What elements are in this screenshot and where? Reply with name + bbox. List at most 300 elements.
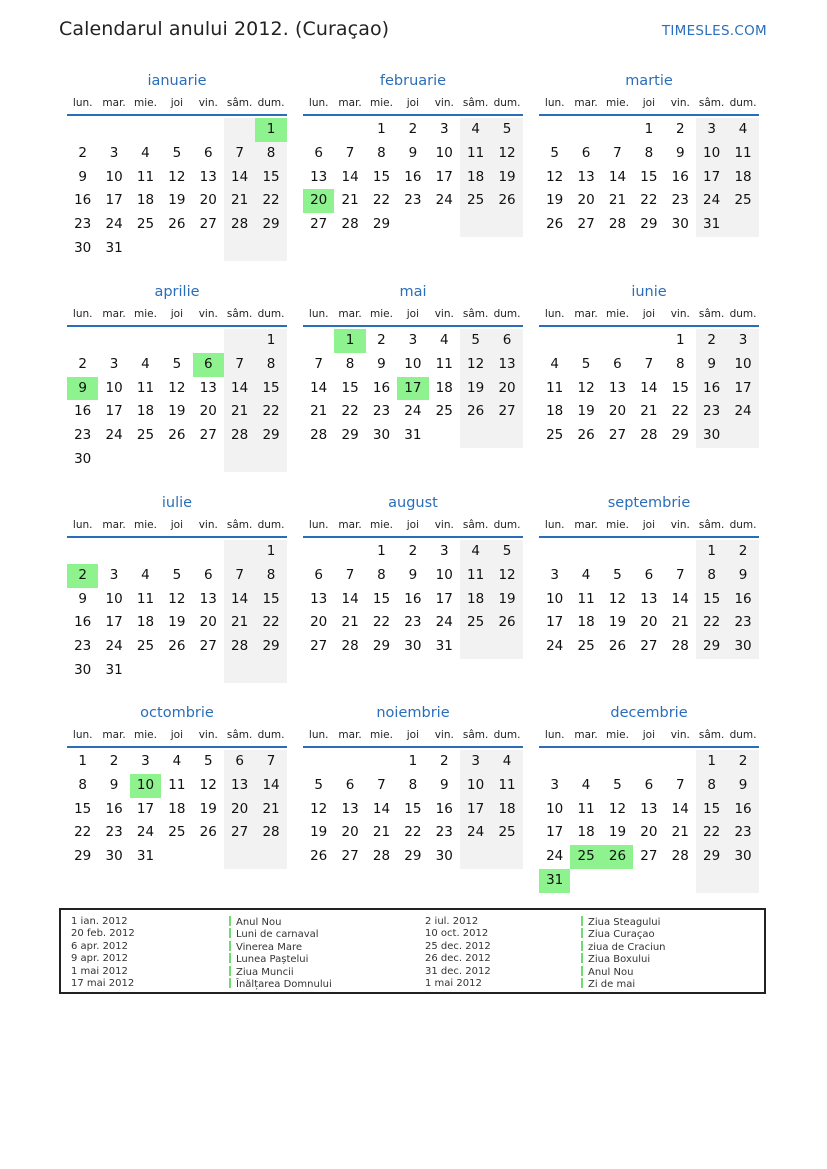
month-name: septembrie: [607, 495, 691, 511]
day-cell: 2: [408, 543, 418, 559]
holiday-day: 1: [255, 118, 286, 142]
day-grid: [303, 540, 523, 659]
empty-cell: [67, 540, 98, 564]
day-cell: 14: [372, 800, 391, 817]
day-cell: 18: [577, 824, 595, 841]
weekday-label: joi: [642, 308, 655, 320]
day-cell: 7: [345, 144, 355, 161]
legend-holiday-name: [229, 966, 332, 978]
day-cell: 15: [255, 166, 286, 190]
empty-cell: [570, 869, 601, 893]
weekday-label: sâm.: [698, 97, 725, 109]
day-cell: 14: [224, 588, 255, 612]
day-cell: 27: [640, 638, 658, 655]
weekday-label: mar.: [574, 308, 598, 320]
day-cell: 8: [78, 776, 87, 793]
legend-date: [71, 953, 135, 965]
day-grid: [67, 329, 287, 472]
day-cell: 12: [577, 379, 595, 396]
weekday-label: vin.: [670, 729, 690, 741]
day-cell: 16: [696, 377, 727, 401]
day-cell: 8: [377, 566, 386, 583]
legend-date-text: 17 mai 2012: [71, 977, 135, 989]
empty-cell: [193, 329, 224, 353]
day-cell: 2: [727, 540, 758, 564]
day-cell: 21: [255, 798, 286, 822]
weekday-header: [303, 514, 523, 538]
day-cell: 7: [644, 355, 654, 372]
weekday-label: dum.: [493, 97, 521, 109]
day-cell: 2: [696, 329, 727, 353]
holiday-marker: [229, 916, 231, 926]
weekday-label: mar.: [102, 308, 126, 320]
day-cell: 3: [696, 118, 727, 142]
month-aprilie: [67, 281, 287, 472]
weekday-label: mie.: [134, 97, 157, 109]
holiday-marker: [581, 953, 583, 963]
month-name: mai: [399, 284, 427, 300]
day-grid: [539, 750, 759, 893]
day-cell: 11: [136, 379, 155, 396]
day-cell: 23: [74, 638, 92, 655]
day-cell: 9: [439, 776, 449, 793]
legend-name-text: ziua de Craciun: [588, 941, 666, 953]
weekday-label: vin.: [198, 308, 218, 320]
day-cell: 1: [78, 753, 87, 769]
month-name: noiembrie: [376, 705, 450, 721]
day-cell: 31: [404, 427, 422, 444]
day-cell: 2: [377, 332, 386, 348]
day-grid: [303, 750, 523, 869]
day-cell: 21: [224, 189, 255, 213]
holiday-day: 25: [570, 845, 601, 869]
day-cell: 1: [696, 540, 727, 564]
empty-cell: [303, 540, 334, 564]
day-cell: 8: [644, 144, 654, 161]
day-cell: 5: [172, 144, 182, 161]
day-cell: 3: [109, 144, 119, 161]
day-cell: 15: [696, 588, 727, 612]
day-cell: 24: [136, 824, 155, 841]
day-cell: 17: [105, 192, 123, 209]
empty-cell: [665, 869, 696, 893]
day-cell: 9: [109, 776, 119, 793]
day-cell: 23: [372, 403, 391, 420]
day-cell: 4: [439, 332, 449, 348]
legend-date: [425, 953, 491, 965]
legend-holiday-name: [229, 953, 332, 965]
day-cell: 26: [546, 216, 564, 233]
legend-name-text: Anul Nou: [588, 966, 634, 978]
day-cell: 22: [255, 611, 286, 635]
day-cell: 14: [608, 168, 627, 185]
day-cell: 13: [199, 379, 217, 396]
weekday-label: mar.: [338, 519, 362, 531]
day-cell: 10: [460, 774, 491, 798]
day-cell: 8: [696, 774, 727, 798]
weekday-label: dum.: [493, 729, 521, 741]
legend-date-text: 1 mai 2012: [71, 965, 128, 977]
day-cell: 20: [199, 614, 217, 631]
legend-date: [425, 978, 491, 990]
day-cell: 28: [224, 213, 255, 237]
day-cell: 4: [141, 355, 150, 372]
day-cell: 9: [727, 564, 758, 588]
weekday-header: [303, 724, 523, 748]
day-cell: 20: [199, 403, 217, 420]
holiday-marker: [581, 916, 583, 926]
day-grid: [67, 540, 287, 683]
day-cell: 27: [577, 216, 595, 233]
day-cell: 26: [168, 638, 186, 655]
day-cell: 21: [224, 400, 255, 424]
holiday-day: 10: [130, 774, 161, 798]
month-noiembrie: [303, 702, 523, 869]
day-cell: 31: [105, 239, 123, 256]
day-cell: 6: [581, 144, 591, 161]
day-cell: 24: [105, 216, 123, 233]
day-cell: 6: [491, 329, 522, 353]
day-cell: 21: [671, 824, 689, 841]
day-cell: 29: [696, 845, 727, 869]
day-cell: 18: [546, 403, 564, 420]
day-cell: 30: [74, 239, 92, 256]
legend-date: [425, 916, 491, 928]
legend-holiday-name: [581, 953, 666, 965]
day-cell: 22: [640, 192, 658, 209]
day-cell: 14: [224, 166, 255, 190]
day-cell: 2: [727, 750, 758, 774]
day-cell: 24: [105, 638, 123, 655]
legend-name-text: Anul Nou: [236, 917, 282, 928]
month-iulie: [67, 492, 287, 683]
day-cell: 8: [255, 142, 286, 166]
day-cell: 10: [404, 355, 422, 372]
day-cell: 18: [460, 166, 491, 190]
day-grid: [539, 118, 759, 237]
empty-cell: [303, 750, 334, 774]
month-septembrie: [539, 492, 759, 659]
day-cell: 8: [377, 144, 386, 161]
empty-cell: [224, 329, 255, 353]
weekday-label: mie.: [606, 308, 629, 320]
empty-cell: [193, 659, 224, 683]
day-cell: 15: [671, 379, 689, 396]
weekday-label: vin.: [434, 519, 454, 531]
holiday-marker: [229, 928, 231, 938]
day-cell: 13: [577, 168, 595, 185]
day-cell: 6: [613, 355, 622, 372]
empty-cell: [460, 845, 491, 869]
weekday-label: sâm.: [226, 519, 253, 531]
day-cell: 22: [372, 192, 391, 209]
weekday-label: joi: [406, 519, 419, 531]
day-cell: 29: [372, 638, 391, 655]
day-cell: 4: [727, 118, 758, 142]
day-cell: 27: [608, 427, 627, 444]
weekday-label: sâm.: [226, 729, 253, 741]
page-title: Calendarul anului 2012. (Curaçao): [59, 18, 390, 40]
weekday-label: lun.: [544, 308, 565, 320]
day-cell: 10: [435, 566, 453, 583]
day-cell: 26: [199, 824, 217, 841]
day-cell: 21: [640, 403, 658, 420]
day-cell: 11: [136, 168, 155, 185]
day-cell: 15: [341, 379, 359, 396]
empty-cell: [602, 750, 633, 774]
weekday-label: joi: [406, 308, 419, 320]
day-cell: 11: [460, 142, 491, 166]
day-cell: 28: [310, 427, 328, 444]
day-cell: 13: [310, 168, 328, 185]
day-cell: 30: [727, 635, 758, 659]
day-cell: 4: [172, 753, 182, 769]
weekday-label: lun.: [308, 308, 329, 320]
day-cell: 8: [675, 355, 685, 372]
day-cell: 6: [314, 144, 323, 161]
holiday-marker: [581, 966, 583, 976]
empty-cell: [161, 237, 192, 261]
empty-cell: [539, 750, 570, 774]
empty-cell: [429, 213, 460, 237]
holiday-day: 20: [303, 189, 334, 213]
day-cell: 23: [435, 824, 453, 841]
day-cell: 24: [105, 427, 123, 444]
day-cell: 17: [435, 590, 453, 607]
weekday-header: [539, 303, 759, 327]
empty-cell: [303, 329, 334, 353]
weekday-label: dum.: [257, 519, 285, 531]
empty-cell: [602, 869, 633, 893]
weekday-label: vin.: [198, 97, 218, 109]
empty-cell: [633, 329, 664, 353]
day-cell: 12: [199, 776, 217, 793]
day-cell: 30: [105, 848, 123, 865]
day-cell: 7: [675, 776, 685, 793]
day-cell: 19: [608, 824, 627, 841]
day-cell: 20: [341, 824, 359, 841]
day-cell: 4: [581, 776, 591, 793]
month-octombrie: [67, 702, 287, 869]
empty-cell: [130, 118, 161, 142]
day-cell: 28: [671, 848, 689, 865]
day-cell: 17: [105, 403, 123, 420]
legend-date: [71, 928, 135, 940]
weekday-label: lun.: [308, 97, 329, 109]
weekday-header: [67, 303, 287, 327]
day-cell: 19: [608, 614, 627, 631]
day-cell: 20: [224, 798, 255, 822]
empty-cell: [602, 118, 633, 142]
weekday-label: vin.: [670, 97, 690, 109]
day-cell: 30: [671, 216, 689, 233]
day-cell: 31: [435, 638, 453, 655]
day-cell: 25: [491, 821, 522, 845]
brand-link[interactable]: TIMESLES.COM: [661, 23, 767, 39]
day-cell: 12: [608, 800, 627, 817]
day-cell: 14: [341, 168, 359, 185]
day-cell: 21: [341, 614, 359, 631]
weekday-label: dum.: [729, 519, 757, 531]
month-iunie: [539, 281, 759, 448]
holiday-marker: [581, 978, 583, 988]
day-cell: 30: [404, 638, 422, 655]
legend-holiday-name: [581, 966, 666, 978]
day-cell: 5: [314, 776, 323, 793]
day-cell: 7: [224, 353, 255, 377]
empty-cell: [491, 213, 522, 237]
weekday-label: mie.: [370, 97, 393, 109]
day-cell: 27: [310, 638, 328, 655]
day-cell: 17: [546, 614, 564, 631]
day-cell: 3: [408, 332, 418, 348]
holiday-day: 9: [67, 377, 98, 401]
weekday-label: lun.: [308, 519, 329, 531]
weekday-label: mar.: [102, 519, 126, 531]
day-cell: 1: [255, 540, 286, 564]
day-cell: 22: [255, 189, 286, 213]
empty-cell: [130, 659, 161, 683]
day-cell: 9: [408, 144, 418, 161]
day-cell: 14: [640, 379, 658, 396]
weekday-label: joi: [170, 729, 183, 741]
day-cell: 24: [435, 614, 453, 631]
empty-cell: [98, 329, 129, 353]
empty-cell: [193, 845, 224, 869]
weekday-header: [67, 92, 287, 116]
weekday-label: sâm.: [462, 97, 489, 109]
empty-cell: [460, 213, 491, 237]
day-cell: 9: [408, 566, 418, 583]
day-cell: 18: [491, 798, 522, 822]
day-cell: 15: [640, 168, 658, 185]
weekday-label: dum.: [493, 308, 521, 320]
empty-cell: [727, 424, 758, 448]
day-cell: 4: [491, 750, 522, 774]
empty-cell: [224, 659, 255, 683]
legend-date-text: 2 iul. 2012: [425, 916, 479, 927]
day-cell: 24: [696, 189, 727, 213]
day-cell: 19: [460, 377, 491, 401]
month-name: august: [388, 495, 438, 511]
day-cell: 21: [310, 403, 328, 420]
month-august: [303, 492, 523, 659]
day-cell: 19: [491, 588, 522, 612]
day-cell: 23: [727, 611, 758, 635]
weekday-header: [539, 514, 759, 538]
day-cell: 19: [577, 403, 595, 420]
day-cell: 26: [491, 611, 522, 635]
day-cell: 15: [372, 168, 391, 185]
day-cell: 28: [372, 848, 391, 865]
legend-name-text: Vinerea Mare: [236, 941, 303, 953]
day-cell: 19: [199, 800, 217, 817]
day-cell: 14: [224, 377, 255, 401]
day-cell: 12: [168, 379, 186, 396]
day-cell: 22: [404, 824, 422, 841]
day-cell: 17: [546, 824, 564, 841]
day-cell: 6: [644, 566, 654, 583]
legend-name-text: Luni de carnaval: [236, 929, 319, 941]
day-cell: 8: [408, 776, 418, 793]
day-cell: 18: [168, 800, 186, 817]
day-cell: 16: [105, 800, 123, 817]
month-martie: [539, 70, 759, 237]
legend-date-text: 6 apr. 2012: [71, 940, 129, 952]
day-cell: 31: [136, 848, 155, 865]
day-cell: 9: [78, 168, 87, 185]
legend-holiday-name: [581, 916, 666, 928]
weekday-label: dum.: [257, 308, 285, 320]
empty-cell: [460, 635, 491, 659]
day-cell: 29: [404, 848, 422, 865]
day-cell: 17: [105, 614, 123, 631]
day-cell: 13: [640, 800, 658, 817]
day-grid: [303, 329, 523, 448]
day-cell: 23: [727, 821, 758, 845]
holiday-day: 26: [602, 845, 633, 869]
day-cell: 5: [613, 566, 622, 583]
day-cell: 29: [671, 427, 689, 444]
empty-cell: [429, 424, 460, 448]
weekday-label: joi: [406, 729, 419, 741]
day-cell: 30: [696, 424, 727, 448]
day-cell: 28: [640, 427, 658, 444]
weekday-label: vin.: [434, 308, 454, 320]
empty-cell: [224, 118, 255, 142]
empty-cell: [633, 540, 664, 564]
day-cell: 13: [310, 590, 328, 607]
empty-cell: [161, 845, 192, 869]
day-cell: 10: [696, 142, 727, 166]
day-cell: 13: [640, 590, 658, 607]
weekday-label: lun.: [544, 97, 565, 109]
month-name: aprilie: [154, 284, 200, 300]
day-cell: 20: [310, 614, 328, 631]
day-cell: 5: [550, 144, 559, 161]
day-cell: 11: [460, 564, 491, 588]
day-cell: 19: [168, 614, 186, 631]
empty-cell: [161, 448, 192, 472]
day-cell: 24: [546, 848, 564, 865]
empty-cell: [193, 540, 224, 564]
day-cell: 5: [203, 753, 213, 769]
day-cell: 18: [460, 588, 491, 612]
empty-cell: [161, 659, 192, 683]
day-cell: 17: [727, 377, 758, 401]
day-cell: 4: [550, 355, 559, 372]
weekday-label: vin.: [434, 729, 454, 741]
day-cell: 15: [404, 800, 422, 817]
day-cell: 25: [136, 638, 155, 655]
empty-cell: [161, 118, 192, 142]
day-cell: 1: [696, 750, 727, 774]
day-cell: 15: [372, 590, 391, 607]
month-mai: [303, 281, 523, 448]
day-cell: 16: [74, 403, 92, 420]
day-cell: 21: [608, 192, 627, 209]
day-cell: 11: [168, 776, 186, 793]
day-cell: 3: [109, 566, 119, 583]
weekday-label: vin.: [198, 729, 218, 741]
day-cell: 1: [377, 543, 386, 559]
empty-cell: [570, 118, 601, 142]
day-cell: 12: [168, 590, 186, 607]
day-cell: 15: [696, 798, 727, 822]
weekday-label: mie.: [370, 308, 393, 320]
day-cell: 21: [671, 614, 689, 631]
weekday-label: mie.: [606, 519, 629, 531]
